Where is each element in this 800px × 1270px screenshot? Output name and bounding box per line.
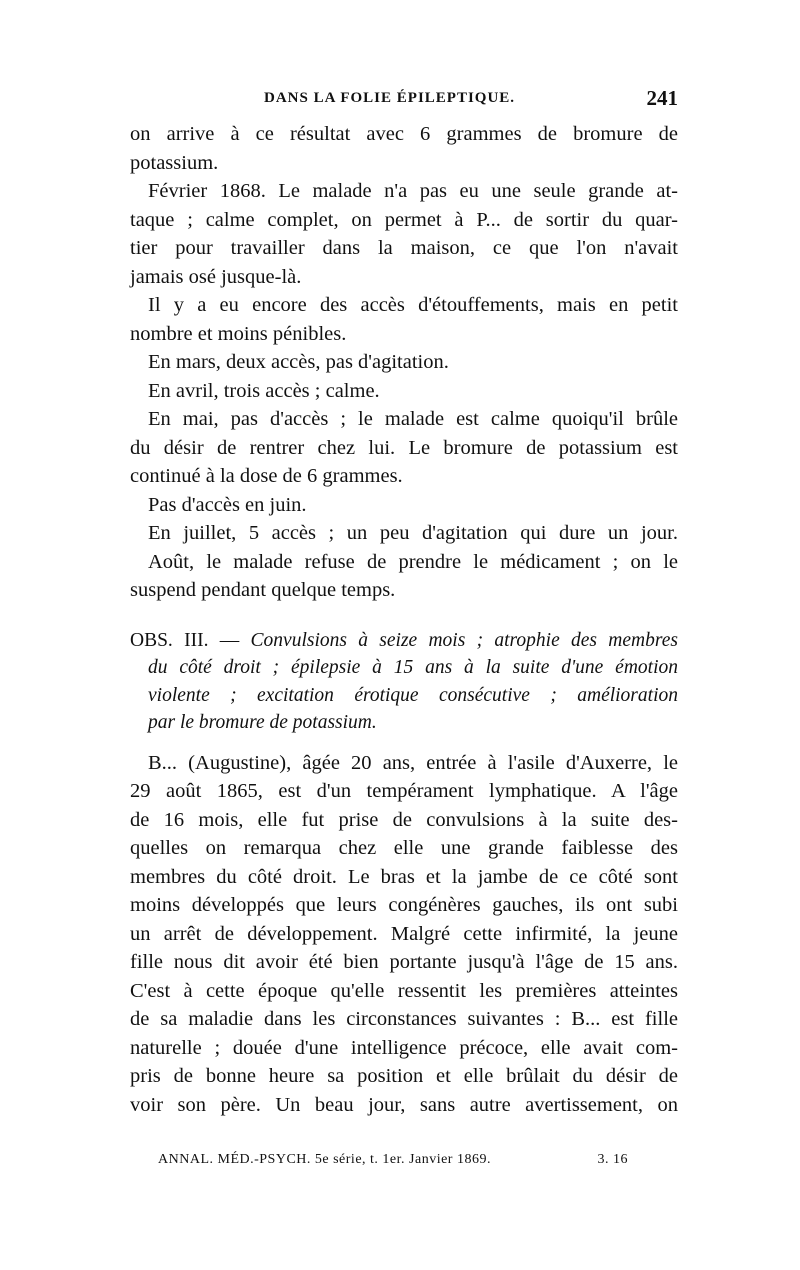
- text-line: tier pour travailler dans la maison, ce que l'on n'avait: [130, 237, 678, 259]
- text-line: quelles on remarqua chez elle une grande faiblesse des: [130, 837, 678, 859]
- observation-title-line: du côté droit ; épilepsie à 15 ans à la suite d'une émotion: [148, 657, 678, 678]
- text-line: Février 1868. Le malade n'a pas eu une seule grande at-: [148, 180, 678, 202]
- text-line: membres du côté droit. Le bras et la jambe de ce côté sont: [130, 865, 678, 888]
- text-line: Il y a eu encore des accès d'étouffements, mais en petit: [148, 294, 678, 316]
- page-header: [130, 86, 678, 118]
- page-number: 241: [646, 86, 678, 110]
- text-block-1: [130, 120, 678, 605]
- text-line: fille nous dit avoir été bien portante jusqu'à l'âge de 15 ans.: [130, 951, 678, 973]
- text-line: moins développés que leurs congénères gauches, ils ont subi: [130, 894, 678, 916]
- text-line: 29 août 1865, est d'un tempérament lymphatique. A l'âge: [130, 780, 678, 802]
- text-line: on arrive à ce résultat avec 6 grammes de bromure de: [130, 123, 678, 145]
- text-line: de sa maladie dans les circonstances suivantes : B... est fille: [130, 1008, 678, 1030]
- text-block-2: [130, 749, 678, 1120]
- text-line: un arrêt de développement. Malgré cette infirmité, la jeune: [130, 922, 678, 945]
- running-title: DANS LA FOLIE ÉPILEPTIQUE.: [264, 90, 516, 106]
- observation-label: OBS. III. —: [130, 629, 251, 651]
- observation-heading: [130, 627, 678, 737]
- text-line: jamais osé jusque-là.: [130, 265, 302, 288]
- text-line: potassium.: [130, 151, 219, 174]
- text-line: En avril, trois accès ; calme.: [148, 379, 380, 402]
- text-line: naturelle ; douée d'une intelligence précoce, elle avait com-: [130, 1036, 678, 1059]
- text-line: voir son père. Un beau jour, sans autre avertissement, on: [130, 1093, 678, 1116]
- text-line: pris de bonne heure sa position et elle brûlait du désir de: [130, 1065, 678, 1087]
- observation-title-line: par le bromure de potassium.: [148, 712, 377, 733]
- text-line: Août, le malade refuse de prendre le médicament ; on le: [148, 550, 678, 573]
- text-line: Pas d'accès en juin.: [148, 493, 307, 516]
- text-line: suspend pendant quelque temps.: [130, 579, 396, 601]
- observation-title-line: violente ; excitation érotique consécutive ; amélioration: [148, 684, 678, 706]
- text-line: continué à la dose de 6 grammes.: [130, 465, 403, 487]
- text-line: En mai, pas d'accès ; le malade est calme quoiqu'il brûle: [148, 408, 678, 430]
- text-line: B... (Augustine), âgée 20 ans, entrée à l'asile d'Auxerre, le: [148, 751, 678, 774]
- text-line: de 16 mois, elle fut prise de convulsions à la suite des-: [130, 808, 678, 831]
- text-line: En mars, deux accès, pas d'agitation.: [148, 351, 449, 373]
- text-line: taque ; calme complet, on permet à P... de sortir du quar-: [130, 208, 678, 231]
- page-body: [130, 120, 678, 1119]
- observation-title-line: Convulsions à seize mois ; atrophie des membres: [250, 629, 678, 651]
- text-line: nombre et moins pénibles.: [130, 322, 347, 345]
- footer-signature: ANNAL. MÉD.-PSYCH. 5e série, t. 1er. Janvier 1869.: [158, 1152, 491, 1167]
- text-line: du désir de rentrer chez lui. Le bromure de potassium est: [130, 436, 678, 459]
- text-line: En juillet, 5 accès ; un peu d'agitation qui dure un jour.: [148, 522, 678, 544]
- text-line: C'est à cette époque qu'elle ressentit les premières atteintes: [130, 979, 678, 1002]
- footer-sheet-number: 3. 16: [597, 1152, 628, 1167]
